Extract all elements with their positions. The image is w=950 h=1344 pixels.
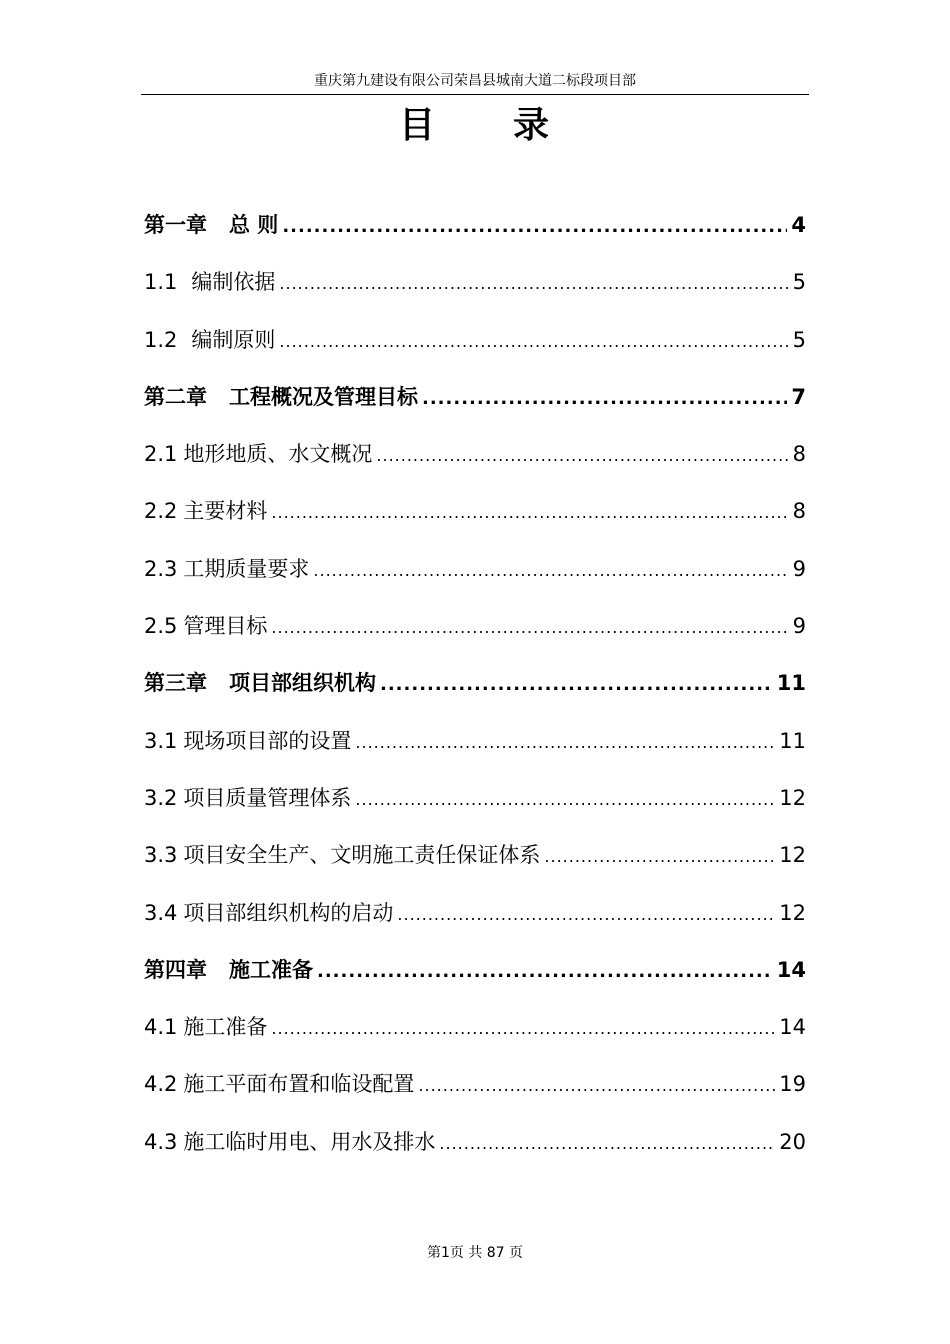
toc-dot-leader [313, 547, 788, 595]
toc-entry-title: 施工准备 [229, 957, 313, 982]
page-header [141, 70, 809, 95]
toc-entry-number: 第三章 [144, 671, 207, 696]
toc-entry-title: 编制原则 [191, 327, 276, 352]
document-title: 目 录 [398, 105, 551, 146]
toc-entry-page-number: 11 [779, 728, 806, 753]
toc-entry-number: 3.3 [144, 843, 178, 868]
toc-entry-page-number: 11 [776, 671, 806, 696]
toc-section-entry[interactable] [144, 258, 806, 315]
toc-entry-page-number: 9 [792, 556, 806, 581]
toc-entry-label [144, 831, 540, 879]
toc-entry-page-number: 19 [779, 1072, 806, 1097]
toc-entry-page-number: 12 [779, 843, 806, 868]
toc-entry-label [144, 774, 351, 822]
toc-entry-page-number: 5 [792, 327, 806, 352]
toc-entry-page-number: 12 [779, 900, 806, 925]
toc-entry-label [144, 1060, 414, 1108]
toc-dot-leader [544, 833, 775, 881]
toc-section-entry[interactable] [144, 1003, 806, 1060]
toc-dot-leader [397, 891, 775, 939]
toc-entry-title: 编制依据 [191, 270, 276, 295]
toc-entry-title: 管理目标 [183, 614, 268, 639]
toc-entry-number: 2.2 [144, 499, 178, 524]
toc-entry-label [144, 889, 393, 937]
toc-entry-label [144, 316, 275, 364]
toc-entry-title: 施工平面布置和临设配置 [183, 1072, 415, 1097]
page-footer [0, 1242, 950, 1264]
toc-section-entry[interactable] [144, 602, 806, 659]
toc-entry-title: 施工临时用电、用水及排水 [183, 1129, 436, 1154]
toc-entry-title: 主要材料 [183, 499, 268, 524]
toc-entry-page-number: 7 [791, 384, 806, 409]
toc-section-entry[interactable] [144, 774, 806, 831]
toc-dot-leader [418, 1062, 775, 1110]
toc-entry-number: 1.2 [144, 327, 178, 352]
toc-chapter-entry[interactable] [144, 659, 806, 716]
toc-entry-number: 4.2 [144, 1072, 178, 1097]
toc-section-entry[interactable] [144, 430, 806, 487]
toc-dot-leader [279, 260, 788, 308]
toc-dot-leader [317, 948, 773, 996]
toc-entry-title: 项目安全生产、文明施工责任保证体系 [183, 843, 541, 868]
table-of-contents [144, 201, 806, 1175]
toc-entry-label [144, 545, 309, 593]
toc-section-entry[interactable] [144, 487, 806, 544]
toc-dot-leader [355, 776, 775, 824]
toc-entry-title: 总 则 [229, 213, 279, 237]
toc-entry-title: 工期质量要求 [183, 556, 310, 581]
toc-dot-leader [271, 604, 788, 652]
toc-entry-title: 项目部组织机构的启动 [183, 900, 394, 925]
toc-entry-label [144, 946, 313, 994]
toc-entry-title: 项目质量管理体系 [183, 785, 352, 810]
toc-section-entry[interactable] [144, 1060, 806, 1117]
toc-entry-page-number: 8 [792, 442, 806, 467]
toc-entry-page-number: 20 [779, 1129, 806, 1154]
toc-entry-label [144, 373, 418, 421]
toc-entry-number: 第四章 [144, 957, 207, 982]
toc-entry-number: 第二章 [144, 384, 207, 409]
toc-chapter-entry[interactable] [144, 946, 806, 1003]
toc-dot-leader [422, 375, 787, 423]
toc-entry-number: 3.1 [144, 728, 178, 753]
toc-entry-label [144, 602, 267, 650]
footer-page-number: 第1页 共 87 页 [426, 1245, 524, 1261]
toc-dot-leader [376, 432, 788, 480]
toc-entry-number: 4.3 [144, 1129, 178, 1154]
toc-entry-title: 施工准备 [183, 1015, 268, 1040]
toc-entry-label [144, 659, 376, 707]
toc-entry-number: 4.1 [144, 1015, 178, 1040]
toc-entry-label [144, 201, 278, 249]
toc-entry-label [144, 1118, 435, 1166]
toc-entry-title: 现场项目部的设置 [183, 728, 352, 753]
toc-dot-leader [355, 719, 775, 767]
toc-entry-title: 工程概况及管理目标 [229, 384, 418, 409]
toc-section-entry[interactable] [144, 831, 806, 888]
toc-entry-page-number: 14 [779, 1015, 806, 1040]
toc-dot-leader [439, 1120, 775, 1168]
toc-entry-label [144, 430, 372, 478]
toc-chapter-entry[interactable] [144, 373, 806, 430]
toc-entry-page-number: 12 [779, 785, 806, 810]
toc-dot-leader [282, 203, 787, 251]
toc-entry-page-number: 9 [792, 614, 806, 639]
toc-section-entry[interactable] [144, 889, 806, 946]
toc-entry-title: 项目部组织机构 [229, 671, 376, 696]
toc-dot-leader [279, 318, 788, 366]
toc-section-entry[interactable] [144, 545, 806, 602]
toc-entry-number: 第一章 [144, 213, 207, 237]
toc-entry-label [144, 1003, 267, 1051]
toc-entry-label [144, 717, 351, 765]
toc-chapter-entry[interactable] [144, 201, 806, 258]
toc-section-entry[interactable] [144, 1118, 806, 1175]
toc-entry-page-number: 8 [792, 499, 806, 524]
toc-section-entry[interactable] [144, 316, 806, 373]
toc-entry-page-number: 14 [776, 957, 806, 982]
toc-dot-leader [380, 661, 773, 709]
toc-entry-number: 1.1 [144, 270, 178, 295]
header-text: 重庆第九建设有限公司荣昌县城南大道二标段项目部 [314, 73, 636, 89]
toc-entry-number: 2.3 [144, 556, 178, 581]
toc-section-entry[interactable] [144, 717, 806, 774]
toc-entry-number: 3.2 [144, 785, 178, 810]
toc-dot-leader [271, 1005, 775, 1053]
toc-entry-number: 2.5 [144, 614, 178, 639]
toc-entry-page-number: 5 [792, 270, 806, 295]
toc-entry-number: 3.4 [144, 900, 178, 925]
toc-dot-leader [271, 489, 788, 537]
toc-entry-number: 2.1 [144, 442, 178, 467]
toc-entry-label [144, 487, 267, 535]
toc-entry-page-number: 4 [791, 213, 806, 237]
toc-entry-title: 地形地质、水文概况 [183, 442, 373, 467]
toc-entry-label [144, 258, 275, 306]
